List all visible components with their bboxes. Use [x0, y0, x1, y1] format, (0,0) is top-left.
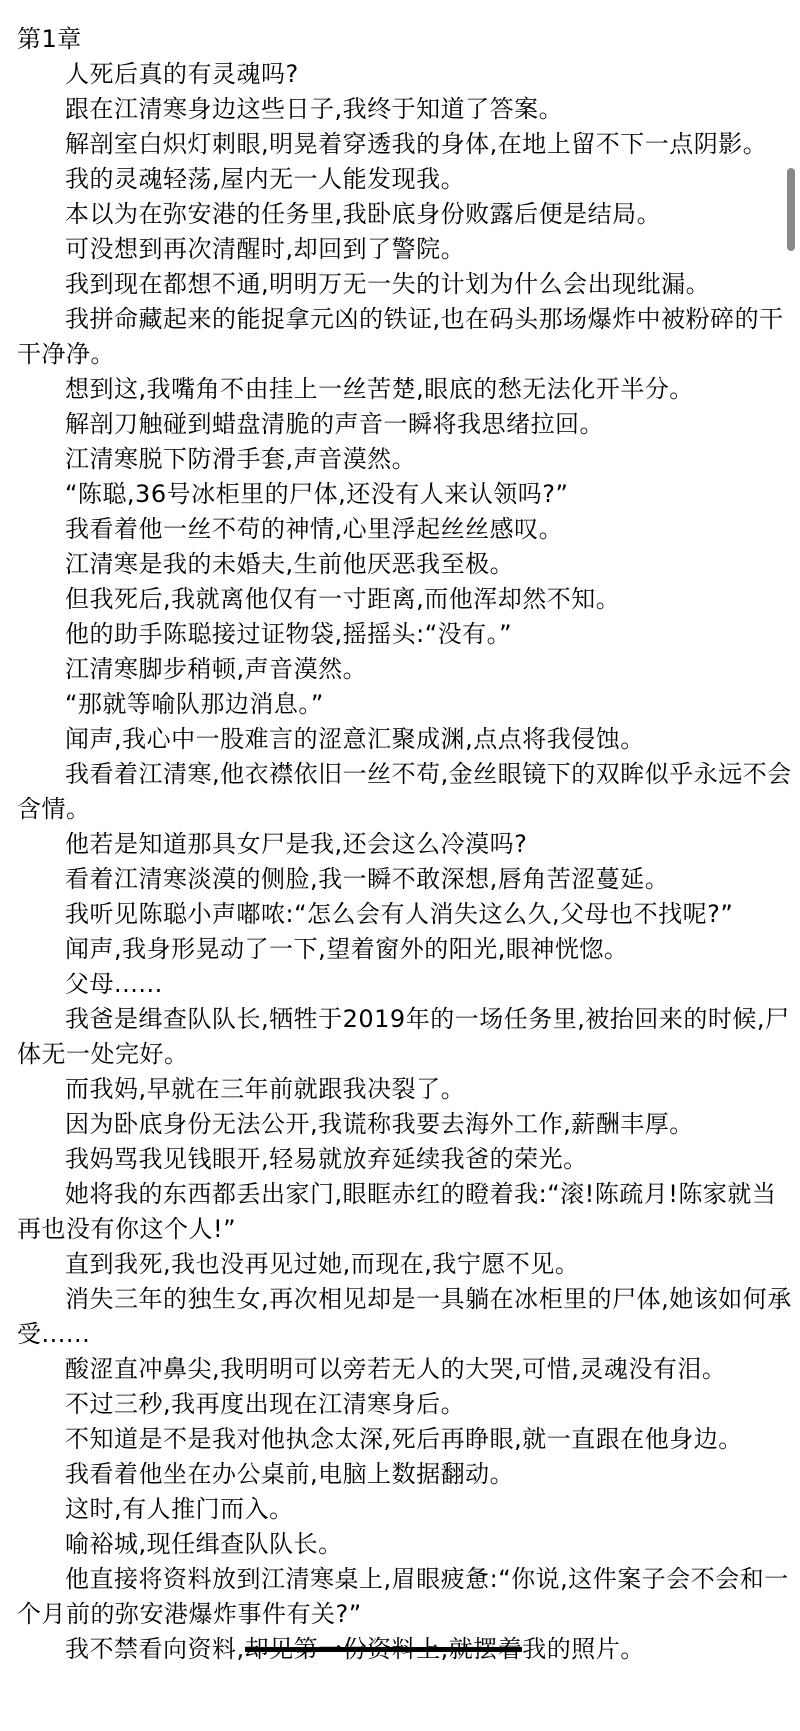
- struck-text: 却见第一份资料上,就摆着: [244, 1635, 523, 1663]
- paragraph: [17, 92, 794, 127]
- paragraph-text: 本以为在弥安港的任务里,我卧底身份败露后便是结局。: [65, 200, 662, 228]
- paragraph-text: 父母......: [65, 970, 163, 998]
- paragraph: [17, 1072, 794, 1107]
- paragraph-text: 喻裕城,现任缉查队队长。: [65, 1530, 343, 1558]
- paragraph: [17, 1492, 794, 1527]
- paragraph-text: 我看着他一丝不苟的神情,心里浮起丝丝感叹。: [65, 515, 564, 543]
- paragraph: [17, 57, 794, 92]
- paragraph: [17, 1422, 794, 1457]
- chapter-title: 第1章: [17, 25, 82, 53]
- paragraph: [17, 547, 794, 582]
- paragraph-text: 想到这,我嘴角不由挂上一丝苦楚,眼底的愁无法化开半分。: [65, 375, 694, 403]
- paragraph-text: 我看着江清寒,他衣襟依旧一丝不苟,金丝眼镜下的双眸似乎永远不会含情。: [17, 760, 792, 823]
- paragraph: [17, 1352, 794, 1387]
- paragraph: [17, 302, 794, 372]
- paragraph-text: 解剖刀触碰到蜡盘清脆的声音一瞬将我思绪拉回。: [65, 410, 604, 438]
- paragraph-text: 不知道是不是我对他执念太深,死后再睁眼,就一直跟在他身边。: [65, 1425, 743, 1453]
- paragraph: [17, 827, 794, 862]
- paragraph: [17, 127, 794, 162]
- paragraph: [17, 372, 794, 407]
- paragraph-text: 消失三年的独生女,再次相见却是一具躺在冰柜里的尸体,她该如何承受......: [17, 1285, 792, 1348]
- paragraph: [17, 477, 794, 512]
- paragraph: [17, 932, 794, 967]
- paragraph: [17, 862, 794, 897]
- paragraph-text: 闻声,我身形晃动了一下,望着窗外的阳光,眼神恍惚。: [65, 935, 629, 963]
- paragraph: [17, 722, 794, 757]
- paragraph: [17, 232, 794, 267]
- paragraph-text: 因为卧底身份无法公开,我谎称我要去海外工作,薪酬丰厚。: [65, 1110, 694, 1138]
- paragraph: [17, 1457, 794, 1492]
- paragraph: [17, 582, 794, 617]
- chapter-paragraphs: [17, 57, 794, 1667]
- paragraph-text: 解剖室白炽灯刺眼,明晃着穿透我的身体,在地上留不下一点阴影。: [65, 130, 768, 158]
- paragraph-text: 江清寒脚步稍顿,声音漠然。: [65, 655, 368, 683]
- paragraph-text: 但我死后,我就离他仅有一寸距离,而他浑却然不知。: [65, 585, 621, 613]
- paragraph: [17, 512, 794, 547]
- paragraph: [17, 1387, 794, 1422]
- paragraph: [17, 617, 794, 652]
- paragraph: [17, 162, 794, 197]
- paragraph: [17, 1562, 794, 1632]
- paragraph-text: 江清寒是我的未婚夫,生前他厌恶我至极。: [65, 550, 515, 578]
- paragraph: [17, 442, 794, 477]
- paragraph-text: “那就等喻队那边消息。”: [65, 690, 324, 718]
- scrollbar-thumb[interactable]: [787, 168, 795, 251]
- paragraph: [17, 1282, 794, 1352]
- paragraph-text: 我到现在都想不通,明明万无一失的计划为什么会出现纰漏。: [65, 270, 711, 298]
- paragraph-text: 我的灵魂轻荡,屋内无一人能发现我。: [65, 165, 466, 193]
- paragraph-text: 我拼命藏起来的能捉拿元凶的铁证,也在码头那场爆炸中被粉碎的干干净净。: [17, 305, 784, 368]
- paragraph-text: 跟在江清寒身边这些日子,我终于知道了答案。: [65, 95, 564, 123]
- paragraph: [17, 1527, 794, 1562]
- paragraph-text: “陈聪,36号冰柜里的尸体,还没有人来认领吗?”: [65, 480, 569, 508]
- paragraph: [17, 1142, 794, 1177]
- paragraph: [17, 267, 794, 302]
- paragraph-text: 酸涩直冲鼻尖,我明明可以旁若无人的大哭,可惜,灵魂没有泪。: [65, 1355, 727, 1383]
- paragraph-text: 他若是知道那具女尸是我,还会这么冷漠吗?: [65, 830, 528, 858]
- paragraph: [17, 1632, 794, 1667]
- paragraph-text: 我的照片。: [522, 1635, 645, 1663]
- paragraph-text: 我妈骂我见钱眼开,轻易就放弃延续我爸的荣光。: [65, 1145, 588, 1173]
- paragraph-text: 可没想到再次清醒时,却回到了警院。: [65, 235, 466, 263]
- paragraph: [17, 687, 794, 722]
- paragraph-text: 而我妈,早就在三年前就跟我决裂了。: [65, 1075, 466, 1103]
- paragraph-text: 我不禁看向资料,: [65, 1635, 245, 1663]
- paragraph: [17, 967, 794, 1002]
- paragraph-text: 她将我的东西都丢出家门,眼眶赤红的瞪着我:“滚!陈疏月!陈家就当再也没有你这个人!”: [17, 1180, 777, 1243]
- paragraph-text: 闻声,我心中一股难言的涩意汇聚成渊,点点将我侵蚀。: [65, 725, 645, 753]
- paragraph: [17, 1107, 794, 1142]
- paragraph-text: 他直接将资料放到江清寒桌上,眉眼疲惫:“你说,这件案子会不会和一个月前的弥安港爆炸事件有关?”: [17, 1565, 789, 1628]
- paragraph-text: 直到我死,我也没再见过她,而现在,我宁愿不见。: [65, 1250, 580, 1278]
- paragraph-text: 我听见陈聪小声嘟哝:“怎么会有人消失这么久,父母也不找呢?”: [65, 900, 734, 928]
- paragraph: [17, 1247, 794, 1282]
- paragraph: [17, 757, 794, 827]
- paragraph: [17, 197, 794, 232]
- paragraph: [17, 897, 794, 932]
- paragraph-text: 我爸是缉查队队长,牺牲于2019年的一场任务里,被抬回来的时候,尸体无一处完好。: [17, 1005, 790, 1068]
- paragraph: [17, 652, 794, 687]
- paragraph-text: 江清寒脱下防滑手套,声音漠然。: [65, 445, 417, 473]
- paragraph: [17, 407, 794, 442]
- paragraph-text: 看着江清寒淡漠的侧脸,我一瞬不敢深想,唇角苦涩蔓延。: [65, 865, 670, 893]
- paragraph-text: 人死后真的有灵魂吗?: [65, 60, 299, 88]
- paragraph-text: 我看着他坐在办公桌前,电脑上数据翻动。: [65, 1460, 515, 1488]
- paragraph-text: 这时,有人推门而入。: [65, 1495, 294, 1523]
- paragraph: [17, 1002, 794, 1072]
- paragraph-text: 不过三秒,我再度出现在江清寒身后。: [65, 1390, 466, 1418]
- paragraph: [17, 1177, 794, 1247]
- paragraph-text: 他的助手陈聪接过证物袋,摇摇头:“没有。”: [65, 620, 513, 648]
